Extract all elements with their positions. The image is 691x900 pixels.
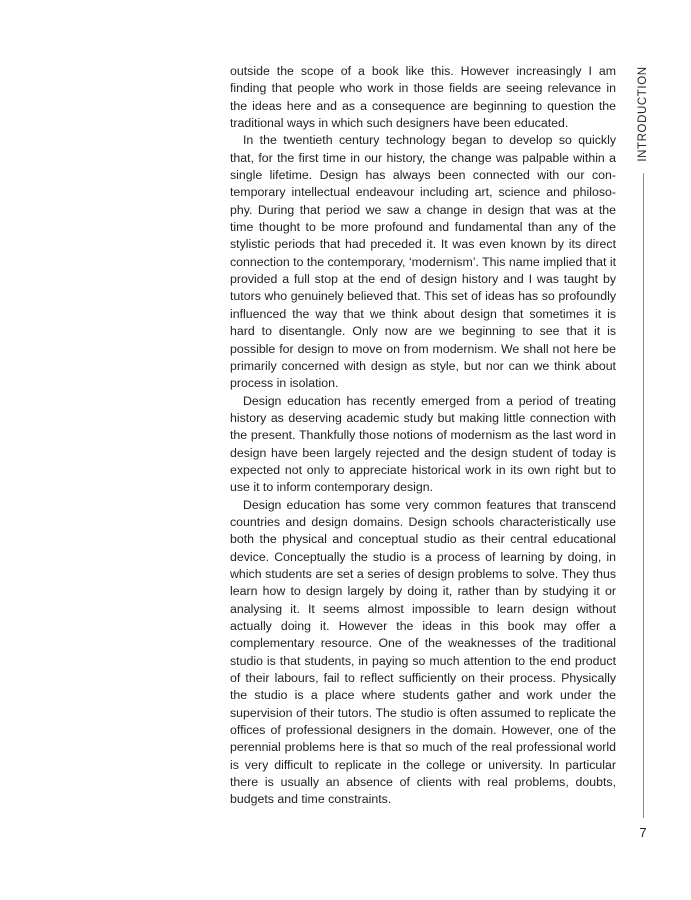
paragraph: outside the scope of a book like this. However increasingly I am finding that people who work in those fields are seeing relevance in the ideas here and as a consequence are beginning to question the traditional ways in which such designers have been educated. — [230, 64, 616, 131]
margin-rule — [643, 173, 644, 818]
paragraph: Design education has recently emerged from a period of treating history as deserving academic study but making little connection with the present. Thankfully those notions of modernism as the last word in design have been largely rejected and the design student of today is expected not only to appreciate historical work in its own right but to use it to inform contemporary design. — [230, 393, 616, 495]
running-head — [636, 68, 650, 160]
running-head-label: INTRODUCTION — [637, 66, 649, 162]
paragraph: In the twentieth century technology began to develop so quickly that, for the first time in our history, the change was palpable within a single lifetime. Design has always been connected with our contemporary intellectual endeavour including art, science and philosophy. During that period we saw a change in design that was at the time thought to be more profound and fundamental than any of the stylistic periods that had preceded it. It was even known by its direct connection to the contemporary, ‘modernism’. This name implied that it provided a full stop at the end of design history and I was taught by tutors who genuinely believed that. This set of ideas has so profoundly influenced the way that we think about design that sometimes it is hard to disentangle. Only now are we beginning to see that it is possible for design to move on from modernism. We shall not here be primarily concerned with design as style, but nor can we think about process in isolation. — [230, 133, 616, 391]
paragraph: Design education has some very common features that transcend countries and design domains. Design schools characteristically use both the physical and conceptual studio as their central educational device. Conceptually the studio is a process of learning by doing, in which students are set a series of design problems to solve. They thus learn how to design largely by doing it, rather than by studying it or analysing it. It seems almost impossible to learn design without actually doing it. However the ideas in this book may offer a complementary resource. One of the weaknesses of the traditional studio is that students, in paying so much attention to the end product of their labours, fail to reflect sufficiently on their process. Physically the studio is a place where students gather and work under the supervision of their tutors. The studio is often assumed to replicate the offices of professional designers in the domain. However, one of the perennial problems here is that so much of the real professional world is very difficult to replicate in the college or university. In particular there is usually an absence of clients with real problems, doubts, budgets and time constraints. — [230, 497, 616, 807]
body-text — [230, 63, 616, 809]
page-number: 7 — [639, 825, 647, 840]
